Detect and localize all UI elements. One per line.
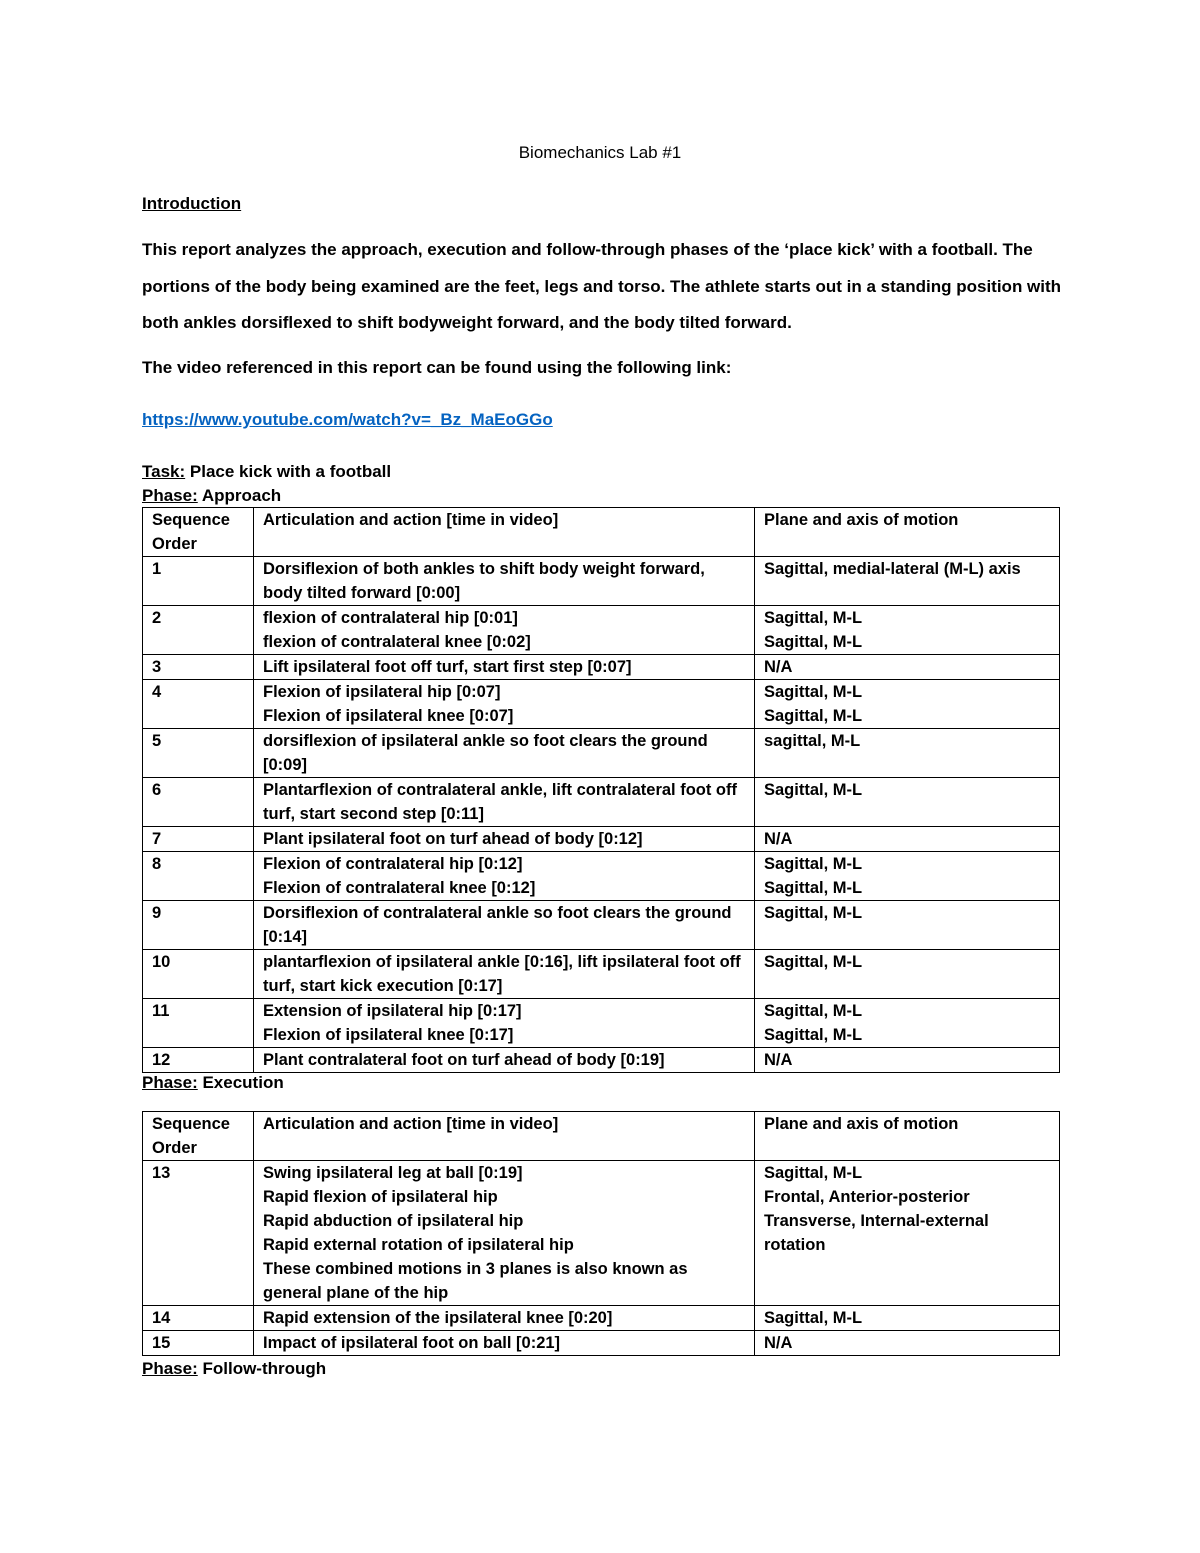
plane-line: Sagittal, M-L [764,879,863,897]
plane-cell [755,950,1060,999]
plane-cell [755,680,1060,729]
table-row [143,827,1060,852]
video-reference-text: The video referenced in this report can be found using the following link: [142,358,732,377]
sequence-cell: 13 [143,1161,254,1306]
plane-cell [755,778,1060,827]
sequence-cell: 12 [143,1048,254,1073]
sequence-cell: 8 [143,852,254,901]
table-row [143,557,1060,606]
action-line: Extension of ipsilateral hip [0:17] [263,1002,522,1020]
action-line: Flexion of ipsilateral knee [0:07] [263,707,514,725]
action-line: Impact of ipsilateral foot on ball [0:21] [263,1334,561,1352]
task-value: Place kick with a football [185,462,392,481]
action-line: Plant ipsilateral foot on turf ahead of body [0:12] [263,830,643,848]
action-line: Rapid abduction of ipsilateral hip [263,1212,524,1230]
action-line: Rapid flexion of ipsilateral hip [263,1188,498,1206]
plane-line: Sagittal, M-L [764,683,863,701]
table-header-row [143,1112,1060,1161]
phase-label: Phase: [142,486,198,505]
plane-cell [755,1306,1060,1331]
plane-line: N/A [764,1334,793,1352]
plane-line: Sagittal, M-L [764,953,863,971]
plane-line: N/A [764,658,793,676]
plane-line: N/A [764,830,793,848]
plane-line: Sagittal, M-L [764,781,863,799]
plane-line: Sagittal, M-L [764,707,863,725]
action-cell [254,729,755,778]
action-line: Dorsiflexion of contralateral ankle so foot clears the ground [0:14] [263,904,732,946]
table-row [143,655,1060,680]
task-label: Task: [142,462,186,481]
table-row [143,852,1060,901]
header-articulation-action: Articulation and action [time in video] [254,508,755,557]
phase-approach-line [142,484,281,508]
header-sequence-order: Sequence Order [143,508,254,557]
action-cell [254,1048,755,1073]
plane-cell [755,827,1060,852]
table-row [143,606,1060,655]
task-line [142,460,391,484]
phase-name: Execution [197,1073,284,1092]
action-cell [254,827,755,852]
phase-name: Follow-through [197,1359,327,1378]
plane-line: Sagittal, M-L [764,633,863,651]
action-cell [254,606,755,655]
execution-table-body [143,1161,1060,1356]
action-cell [254,778,755,827]
plane-cell [755,729,1060,778]
plane-line: N/A [764,1051,793,1069]
video-link[interactable]: https://www.youtube.com/watch?v=_Bz_MaEoGGo [142,410,553,429]
action-line: Flexion of contralateral knee [0:12] [263,879,536,897]
header-articulation-action: Articulation and action [time in video] [254,1112,755,1161]
action-line: Plantarflexion of contralateral ankle, lift contralateral foot off turf, start second step [0:11] [263,781,738,823]
plane-cell [755,1048,1060,1073]
action-cell [254,557,755,606]
action-line: Rapid external rotation of ipsilateral hip [263,1236,574,1254]
action-line: dorsiflexion of ipsilateral ankle so foot clears the ground [0:09] [263,732,708,774]
approach-table [142,507,1060,1073]
plane-cell [755,852,1060,901]
sequence-cell: 1 [143,557,254,606]
action-line: Flexion of ipsilateral knee [0:17] [263,1026,514,1044]
action-line: Dorsiflexion of both ankles to shift body weight forward, body tilted forward [0:00] [263,560,705,602]
plane-cell [755,901,1060,950]
plane-line: Sagittal, M-L [764,609,863,627]
action-line: Rapid extension of the ipsilateral knee [0:20] [263,1309,613,1327]
plane-line: Sagittal, M-L [764,1002,863,1020]
action-line: Swing ipsilateral leg at ball [0:19] [263,1164,523,1182]
sequence-cell: 2 [143,606,254,655]
document-title: Biomechanics Lab #1 [518,143,682,162]
action-cell [254,1161,755,1306]
action-line: These combined motions in 3 planes is also known as general plane of the hip [263,1260,688,1302]
table-row [143,1161,1060,1306]
action-line: Flexion of contralateral hip [0:12] [263,855,523,873]
sequence-cell: 10 [143,950,254,999]
table-row [143,680,1060,729]
table-header-row [143,508,1060,557]
phase-label: Phase: [142,1359,198,1378]
phase-label: Phase: [142,1073,198,1092]
introduction-paragraph: This report analyzes the approach, execution and follow-through phases of the ‘place kick’ with a football. The portions of the body being examined are the feet, legs and torso. The athlete starts out in a standing position with both ankles dorsiflexed to shift bodyweight forward, and the body tilted forward. [142,240,1062,332]
action-line: Flexion of ipsilateral hip [0:07] [263,683,501,701]
sequence-cell: 3 [143,655,254,680]
plane-cell [755,1161,1060,1306]
table-row [143,950,1060,999]
plane-cell [755,655,1060,680]
action-line: Lift ipsilateral foot off turf, start first step [0:07] [263,658,632,676]
action-cell [254,655,755,680]
plane-line: Sagittal, M-L [764,1164,863,1182]
execution-table [142,1111,1060,1356]
action-cell [254,1306,755,1331]
action-cell [254,901,755,950]
phase-execution-line [142,1071,284,1095]
header-plane-axis: Plane and axis of motion [755,1112,1060,1161]
phase-name: Approach [197,486,282,505]
sequence-cell: 7 [143,827,254,852]
action-line: flexion of contralateral knee [0:02] [263,633,531,651]
sequence-cell: 15 [143,1331,254,1356]
table-row [143,999,1060,1048]
phase-follow-through-line [142,1357,326,1381]
header-plane-axis: Plane and axis of motion [755,508,1060,557]
action-cell [254,680,755,729]
action-line: Plant contralateral foot on turf ahead of body [0:19] [263,1051,665,1069]
action-cell [254,1331,755,1356]
plane-line: sagittal, M-L [764,732,861,750]
sequence-cell: 11 [143,999,254,1048]
table-row [143,1048,1060,1073]
sequence-cell: 4 [143,680,254,729]
sequence-cell: 14 [143,1306,254,1331]
plane-line: Frontal, Anterior-posterior [764,1188,970,1206]
action-cell [254,950,755,999]
plane-line: Sagittal, M-L [764,904,863,922]
action-line: flexion of contralateral hip [0:01] [263,609,518,627]
plane-line: Transverse, Internal-external rotation [764,1212,989,1254]
table-row [143,729,1060,778]
plane-line: Sagittal, medial-lateral (M-L) axis [764,560,1021,578]
plane-line: Sagittal, M-L [764,855,863,873]
sequence-cell: 9 [143,901,254,950]
action-line: plantarflexion of ipsilateral ankle [0:16], lift ipsilateral foot off turf, start kick execution [0:17] [263,953,741,995]
action-cell [254,852,755,901]
approach-table-body [143,557,1060,1073]
introduction-heading: Introduction [142,194,242,213]
table-row [143,1331,1060,1356]
table-row [143,901,1060,950]
plane-cell [755,1331,1060,1356]
sequence-cell: 5 [143,729,254,778]
plane-cell [755,557,1060,606]
table-row [143,778,1060,827]
plane-cell [755,999,1060,1048]
header-sequence-order: Sequence Order [143,1112,254,1161]
plane-line: Sagittal, M-L [764,1026,863,1044]
plane-cell [755,606,1060,655]
sequence-cell: 6 [143,778,254,827]
table-row [143,1306,1060,1331]
action-cell [254,999,755,1048]
plane-line: Sagittal, M-L [764,1309,863,1327]
